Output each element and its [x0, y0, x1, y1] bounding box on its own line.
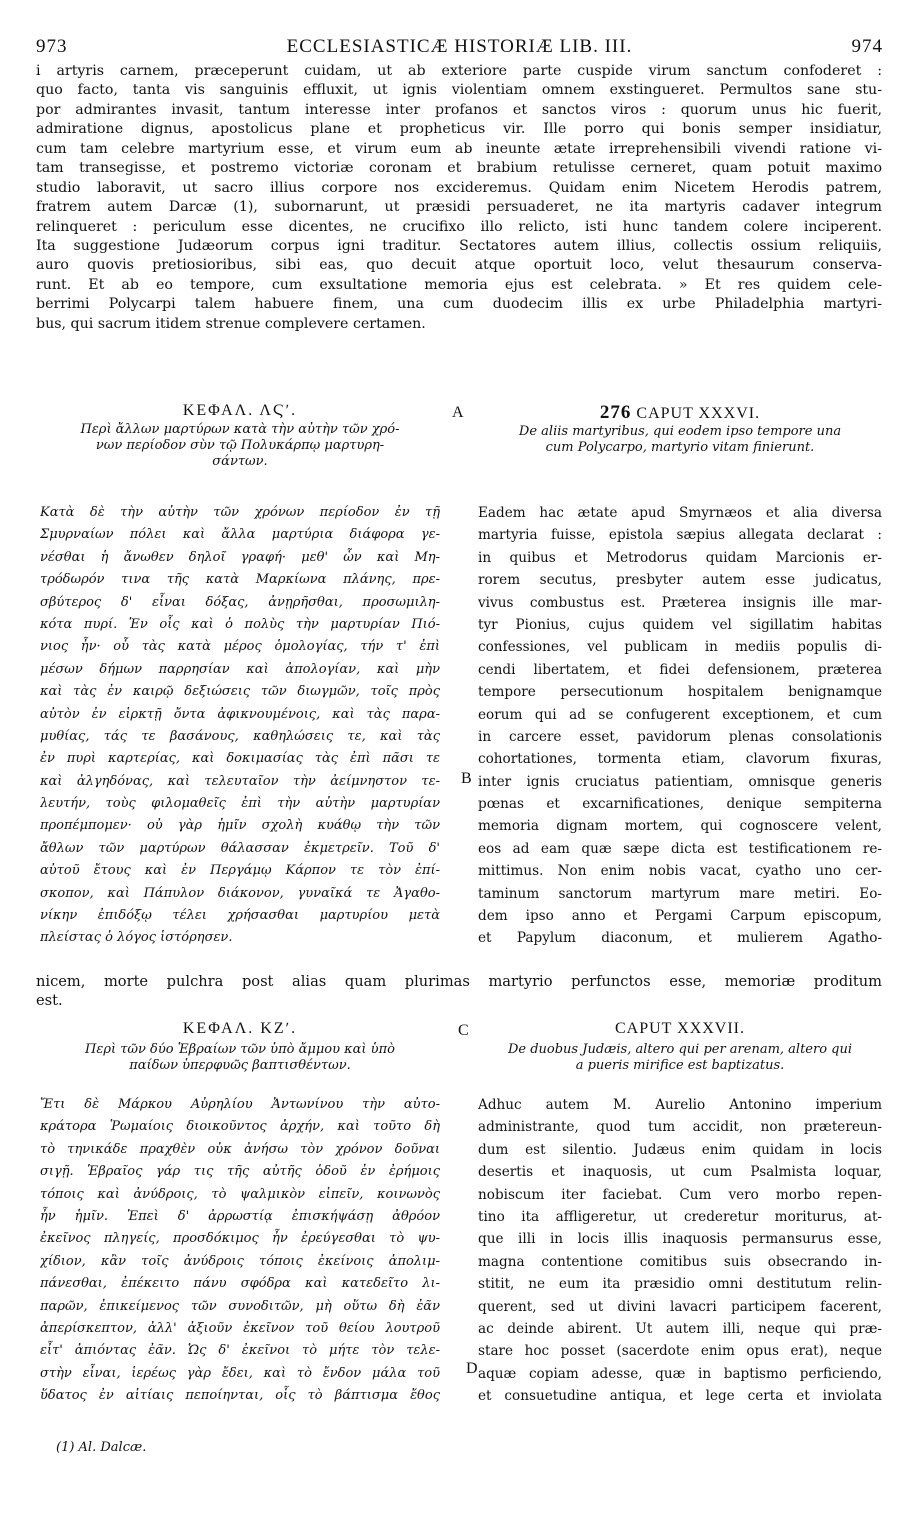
greek-text-line: καὶ ἀλγηδόνας, καὶ τελευταῖον τὴν ἀείμνηστον τε-	[40, 773, 440, 789]
greek-text-line: εἶτ' ἀπιόντας ἐᾶν. Ὡς δ' ἐκεῖνοι τὸ μήτε τὸν τελε-	[40, 1343, 440, 1359]
latin-text-line: memoria dignam mortem, qui cognoscere velent,	[478, 818, 882, 835]
latin-text-line: eos ad eam quæ sæpe dicta est testificationem re-	[478, 840, 882, 857]
latin-text-line: stitit, ne eum ita præsidio omni destitutum relin-	[478, 1276, 882, 1293]
latin-column-2	[478, 1094, 882, 1407]
greek-text-line: χίδιον, κἂν τοῖς ἀνύδροις τόποις ἐκείνοις ἀπολιμ-	[40, 1253, 440, 1269]
latin-text-line: et Papylum diaconum, et mulierem Agatho-	[478, 930, 882, 947]
latin-chapter-subtitle-2	[478, 1042, 882, 1074]
greek-chapter-heading-2: ΚΕΦΑΛ. ΚΖʹ.	[182, 1020, 298, 1037]
latin-text-line: inter ignis cruciatus patientiam, omnisque generis	[478, 773, 882, 790]
text-line: i artyris carnem, præceperunt cuidam, ut ab exteriore parte cuspide virum sanctum confoderet :	[36, 63, 882, 79]
latin-text-line: cendi libertatem, et fidei defensionem, præterea	[478, 661, 882, 678]
greek-text-line: αὐτοῦ ἔτους καὶ ἐν Περγάμῳ Κάρπον τε τὸν ἐπί-	[40, 863, 440, 879]
greek-text-line: Ἔτι δὲ Μάρκου Αὐρηλίου Ἀντωνίνου τὴν αὐτο-	[40, 1097, 440, 1112]
latin-chapter-subtitle-1	[478, 424, 882, 456]
greek-text-line: αὐτὸν ἐν εἱρκτῇ ὄντα ἀφικνουμένοις, καὶ τὰς παρα-	[40, 706, 440, 722]
latin-text-line: rorem secutus, presbyter autem esse judicatus,	[478, 572, 882, 589]
text-line: bus, qui sacrum itidem strenue complevere certamen.	[36, 315, 426, 332]
latin-text-line: mittimus. Non enim nobis vacat, cyatho uno cer-	[478, 863, 882, 880]
greek-text-line: νίκην ἐπιδόξῳ τέλει χρήσασθαι μαρτυρίου μετὰ	[40, 908, 440, 924]
latin-text-line: aquæ copiam adesse, quæ in baptismo perficiendo,	[478, 1365, 882, 1382]
greek-text-line: παρῶν, ἐπικείμενος τῶν συνοδιτῶν, μὴ οὕτω δὴ ἐᾶν	[40, 1298, 440, 1314]
greek-text-line: ἄθλων τῶν μαρτύρων θάλασσαν ἐκμετρεῖν. Τοῦ δ'	[40, 840, 440, 856]
latin-text-line: pœnas et excarnificationes, denique sempiterna	[478, 796, 882, 813]
latin-text-line: Adhuc autem M. Aurelio Antonino imperium	[478, 1097, 882, 1113]
text-line: admiratione dignus, apostolicus plane et propheticus vir. Ille porro qui bonis semper insidiatur,	[36, 121, 882, 138]
margin-letter-b: B	[461, 770, 472, 787]
greek-text-line: τὸ τηνικάδε πραχθὲν οὐκ ἀνήσω τὸν χρόνον δοῦναι	[40, 1141, 440, 1157]
greek-column-1	[40, 502, 440, 950]
latin-text-line: cohortationes, tormenta etiam, clavorum fixuras,	[478, 751, 882, 768]
running-title: ECCLESIASTICÆ HISTORIÆ LIB. III.	[286, 36, 633, 57]
text-line: por admirantes invasit, tantum interesse inter profanos et sanctos viros : quorum unus hic fuerit,	[36, 101, 882, 118]
text-line: fratrem autem Darcæ (1), subornarunt, ut præsidi persuaderet, ne ita martyris cadaver integrum	[36, 199, 882, 216]
text-line: quo facto, tanta vis sanguinis effluxit, ut ignis violentiam omnem exstingueret. Permultos sane stu-	[36, 82, 882, 99]
latin-text-line: que illi in locis illis inaquosis permansurus esse,	[478, 1231, 882, 1248]
text-line: runt. Et ab eo tempore, cum exsultatione memoria ejus est celebrata. » Et res quidem cele-	[36, 276, 882, 293]
greek-subtitle-line: σάντων.	[212, 454, 268, 469]
greek-text-line: μυθίας, τάς τε βασάνους, καθηλώσεις τε, καὶ τὰς	[40, 728, 440, 744]
latin-chapter-title-1: CAPUT XXXVI.	[636, 405, 761, 422]
text-line: auro quovis pretiosioribus, sibi eas, quo decuit atque oportuit loco, velut thesaurum conserva-	[36, 257, 882, 274]
running-header	[36, 36, 883, 58]
greek-text-line: ἦν ἡμῖν. Ἐπεὶ δ' ἀρρωστίᾳ ἐπισκήψάσῃ ἀθρόον	[40, 1208, 440, 1224]
margin-letter-c: C	[458, 1022, 469, 1039]
latin-chapter-number: 276	[599, 402, 632, 423]
latin-text-line: administrante, quod tum accidit, non prætereun-	[478, 1119, 882, 1136]
latin-chapter-heading-1	[478, 402, 882, 424]
greek-text-line: προπέμπομεν· οὐ γὰρ ἡμῖν σχολὴ κυάθῳ τὴν τῶν	[40, 818, 440, 834]
greek-text-line: σβύτερος δ' εἶναι δόξας, ἀνῃρῆσθαι, προσωμιλη-	[40, 594, 440, 610]
latin-subtitle-line: cum Polycarpo, martyrio vitam finierunt.	[545, 440, 815, 455]
greek-text-line: στὴν εἶναι, ἱερέως γὰρ ἔδει, καὶ τὸ ἔνδον μάλα τοῦ	[40, 1365, 440, 1381]
greek-subtitle-line: Περὶ ἄλλων μαρτύρων κατὰ τὴν αὐτὴν τῶν χρό-	[80, 422, 400, 437]
latin-text-line: querent, sed ut divini lavacri participem facerent,	[478, 1298, 882, 1315]
greek-text-line: σκοπον, καὶ Πάπυλον διάκονον, γυναῖκά τε Ἀγαθο-	[40, 885, 440, 901]
latin-text-line: nobiscum iter faciebat. Cum vero morbo repen-	[478, 1186, 882, 1203]
latin-text-line: confessiones, vel publicam in mediis populis di-	[478, 639, 882, 656]
left-page-number: 973	[36, 36, 68, 57]
greek-text-line: κότα πυρί. Ἐν οἷς καὶ ὁ πολὺς τὴν μαρτυρίαν Πιό-	[40, 616, 440, 632]
latin-text-line: in carcere esset, pavidorum plenas consolationis	[478, 728, 882, 745]
greek-text-line: μέσων δήμων παρρησίαν καὶ ἀπολογίαν, καὶ μὴν	[40, 661, 440, 677]
latin-text-line: tempore persecutionum hospitalem benignamque	[478, 684, 882, 701]
latin-text-line: dem ipso anno et Pergami Carpum episcopum,	[478, 908, 882, 925]
greek-text-line: τόποις καὶ ἀνύδροις, τὸ ψαλμικὸν εἰπεῖν, κοινωνὸς	[40, 1186, 440, 1202]
greek-text-line: πλείστας ὁ λόγος ἱστόρησεν.	[40, 930, 233, 946]
top-paragraph	[36, 62, 882, 334]
greek-text-line: Σμυρναίων πόλει καὶ ἄλλα μαρτύρια διάφορα γε-	[40, 527, 440, 543]
latin-text-line: tino ita affligeretur, ut crederetur moriturus, at-	[478, 1208, 882, 1225]
text-line: est.	[36, 992, 63, 1010]
latin-text-line: in quibus et Metrodorus quidam Marcionis er-	[478, 549, 882, 566]
greek-text-line: λευτήν, τοὺς φιλομαθεῖς ἐπὶ τὴν αὐτὴν μαρτυρίαν	[40, 796, 440, 812]
latin-text-line: magna contentione comitibus suis obsecrando in-	[478, 1253, 882, 1270]
greek-text-line: ἐκεῖνος πληγείς, προσδόκιμος ἦν ἐρεύγεσθαι τὸ ψυ-	[40, 1231, 440, 1247]
greek-text-line: νιος ἦν· οὗ τὰς κατὰ μέρος ὁμολογίας, τήν τ' ἐπὶ	[40, 639, 440, 655]
greek-chapter-heading-1: ΚΕΦΑΛ. ΛϚʹ.	[182, 402, 298, 419]
greek-text-line: πάνεσθαι, ἐπέκειτο πάνυ σφόδρα καὶ κατεδεῖτο λι-	[40, 1276, 440, 1292]
text-line: studio laboravit, ut sacro illius corpore nos excideremus. Quidam enim Nicetem Herodis patrem,	[36, 179, 882, 196]
greek-text-line: τρόδωρόν τινα τῆς κατὰ Μαρκίωνα πλάνης, πρε-	[40, 572, 440, 588]
latin-subtitle-line: a pueris mirifice est baptizatus.	[575, 1058, 785, 1073]
greek-text-line: Κατὰ δὲ τὴν αὐτὴν τῶν χρόνων περίοδον ἐν τῇ	[40, 505, 440, 520]
text-line: nicem, morte pulchra post alias quam plurimas martyrio perfunctos esse, memoriæ proditum	[36, 973, 882, 990]
latin-column-1	[478, 502, 882, 950]
text-line: tam transegisse, et postremo victoriæ coronam et brabium retulisse cerneret, quam potuit maximo	[36, 160, 882, 177]
greek-chapter-subtitle-1	[40, 422, 440, 470]
greek-text-line: ἐν πυρὶ καρτερίας, καὶ δοκιμασίας τὰς ἐπὶ πᾶσι τε	[40, 751, 440, 767]
greek-column-2	[40, 1094, 440, 1407]
latin-text-line: tyr Pionius, cujus quidem vel sigillatim habitas	[478, 616, 882, 633]
latin-chapter-heading-2: CAPUT XXXVII.	[614, 1020, 746, 1037]
greek-chapter-subtitle-2	[40, 1042, 440, 1074]
greek-subtitle-line: νων περίοδον σὺν τῷ Πολυκάρπῳ μαρτυρη-	[95, 438, 385, 453]
latin-text-line: martyria fuisse, epistola sæpius allegata declarat :	[478, 527, 882, 544]
latin-subtitle-line: De aliis martyribus, qui eodem ipso tempore una	[518, 424, 842, 439]
greek-subtitle-line: Περὶ τῶν δύο Ἑβραίων τῶν ὑπὸ ἄμμου καὶ ὑπὸ	[85, 1042, 395, 1057]
latin-text-line: et consuetudine antiqua, et lege certa et inviolata	[478, 1388, 882, 1405]
greek-text-line: ὕδατος ἐν αἰτίαις πεποίηνται, οἷς τὸ βάπτισμα ἔθος	[40, 1388, 440, 1404]
greek-text-line: σιγῇ. Ἑβραῖος γάρ τις τῆς αὐτῆς ὁδοῦ ἐν ἐρήμοις	[40, 1164, 440, 1180]
section1-closing-text	[36, 972, 882, 1011]
text-line: relinqueret : periculum esse dicentes, ne crucifixo illo relicto, isti hunc tandem colere inciperent.	[36, 218, 882, 235]
latin-text-line: eorum qui ad se confugerent exceptionem, et cum	[478, 706, 882, 723]
latin-text-line: vivus combustus est. Præterea insignis ille mar-	[478, 594, 882, 611]
text-line: cum tam celebre martyrium esse, et virum eum ab ineunte ætate irreprehensibili vivendi ratione vi-	[36, 140, 882, 157]
latin-text-line: dum est silentio. Judæus enim quidam in locis	[478, 1141, 882, 1158]
footnote: (1) Al. Dalcæ.	[56, 1440, 147, 1455]
text-line: Ita suggestione Judæorum corpus igni traditur. Sectatores autem illius, collectis ossium reliquiis,	[36, 237, 882, 254]
greek-text-line: κράτορα Ῥωμαίοις διοικοῦντος ἀρχήν, καὶ τοῦτο δὴ	[40, 1119, 440, 1135]
latin-text-line: Eadem hac ætate apud Smyrnæos et alia diversa	[478, 505, 882, 521]
latin-text-line: desertis et inaquosis, ut cum Psalmista loquar,	[478, 1164, 882, 1181]
greek-text-line: καὶ τὰς ἐν καιρῷ δεξιώσεις τῶν διωγμῶν, τοῖς πρὸς	[40, 684, 440, 700]
greek-subtitle-line: παίδων ὑπερφυῶς βαπτισθέντων.	[129, 1058, 351, 1073]
text-line: berrimi Polycarpi talem habuere finem, una cum duodecim illis ex urbe Philadelphia martyri-	[36, 296, 882, 313]
greek-text-line: νέσθαι ἡ ἄνωθεν δηλοῖ γραφή· μεθ' ὧν καὶ Μη-	[40, 549, 440, 565]
right-page-number: 974	[851, 36, 883, 57]
margin-letter-d: D	[466, 1360, 478, 1377]
latin-subtitle-line: De duobus Judæis, altero qui per arenam, altero qui	[507, 1042, 853, 1057]
latin-text-line: taminum sanctorum martyrum mare metiri. Eo-	[478, 885, 882, 902]
latin-text-line: stare hoc posset (sacerdote enim opus erat), neque	[478, 1343, 882, 1360]
greek-text-line: ἀπερίσκεπτον, ἀλλ' ἀξιοῦν ἐκεῖνον τοῦ θείου λουτροῦ	[40, 1320, 440, 1336]
latin-text-line: ac deinde abirent. Ut autem illi, neque qui præ-	[478, 1320, 882, 1337]
margin-letter-a: A	[452, 404, 464, 421]
